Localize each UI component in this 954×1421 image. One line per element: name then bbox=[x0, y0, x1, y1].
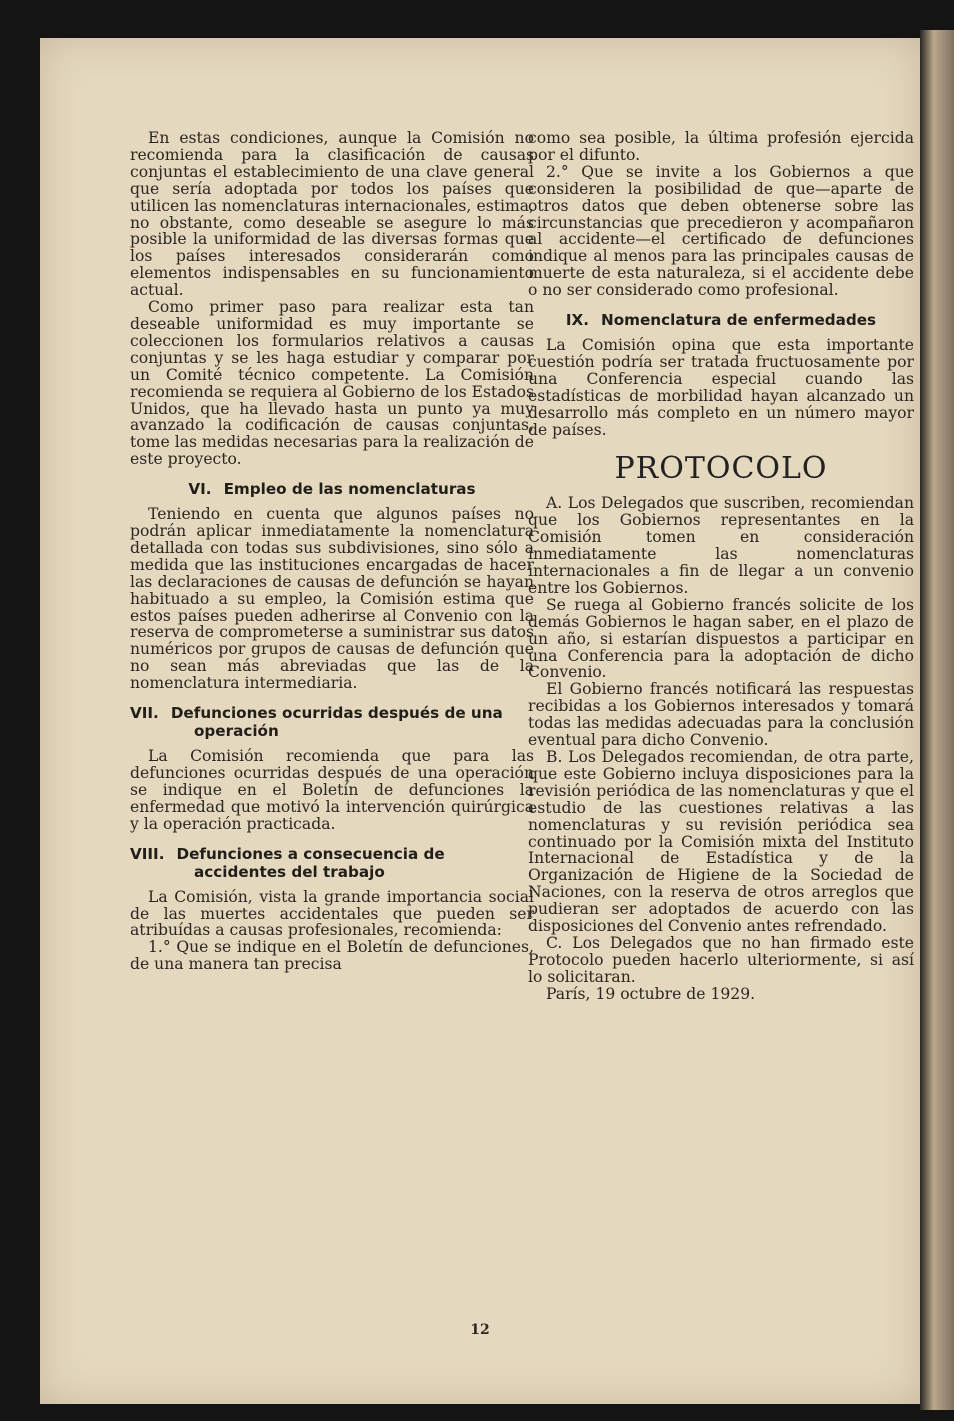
paragraph: El Gobierno francés notificará las respuestas recibidas a los Gobiernos interesados y tomará todas las medidas adecuadas para la conclusión eventual para dicho Convenio. bbox=[528, 680, 914, 750]
page-number: 12 bbox=[470, 1322, 490, 1338]
section-title: Nomenclatura de enfermedades bbox=[601, 311, 877, 330]
section-number: VIII. bbox=[130, 844, 165, 863]
paragraph: La Comisión, vista la grande importancia social de las muertes accidentales que pueden ser atribuídas a causas profesionales, recomienda: bbox=[130, 887, 534, 940]
section-number: VII. bbox=[130, 704, 159, 723]
section-heading-vi bbox=[130, 480, 534, 498]
paragraph: Se ruega al Gobierno francés solicite de los demás Gobiernos le hagan saber, en el plazo de un año, si estarían dispuestos a participar en una Conferencia para la adoptación de dicho Convenio. bbox=[528, 595, 914, 682]
section-number: VI. bbox=[188, 480, 212, 499]
protocol-title: PROTOCOLO bbox=[614, 450, 828, 486]
section-heading-viii bbox=[130, 845, 534, 881]
paragraph: En estas condiciones, aunque la Comisión no recomienda para la clasificación de causas conjuntas el establecimiento de una clave general que sería adoptada por todos los países que utilicen las nomenclaturas internacionales, estima, no obstante, como deseable se asegure lo más posible la uniformidad de las diversas formas que los países interesados considerarán como elementos indispensables en su funcionamiento actual. bbox=[130, 129, 534, 300]
section-title: Defunciones ocurridas después de una operación bbox=[170, 704, 503, 741]
paragraph: A. Los Delegados que suscriben, recomiendan que los Gobiernos representantes en la Comisión tomen en consideración inmediatamente las nomenclaturas internacionales a fin de llegar a un convenio entre los Gobiernos. bbox=[528, 494, 914, 597]
paragraph: B. Los Delegados recomiendan, de otra parte, que este Gobierno incluya disposiciones para la revisión periódica de las nomenclaturas y que el estudio de las cuestiones relativas a las nomenclaturas y su revisión periódica sea continuado por la Comisión mixta del Instituto Internacional de Estadística y de la Organización de Higiene de la Sociedad de Naciones, con la reserva de otros arreglos que pudieran ser adoptados de acuerdo con las disposiciones del Convenio antes refrendado. bbox=[528, 748, 914, 936]
section-heading-vii bbox=[130, 704, 534, 740]
section-title: Defunciones a consecuencia de accidentes del trabajo bbox=[176, 844, 445, 881]
paragraph: 1.° Que se indique en el Boletín de defunciones, de una manera tan precisa bbox=[130, 938, 534, 974]
paragraph: La Comisión opina que esta importante cuestión podría ser tratada fructuosamente por una Conferencia especial cuando las estadísticas de morbilidad hayan alcanzado un desarrollo más completo en un número mayor de países. bbox=[528, 336, 914, 439]
section-heading-ix bbox=[528, 311, 914, 329]
paragraph: C. Los Delegados que no han firmado este Protocolo pueden hacerlo ulteriormente, si así lo solicitaran. bbox=[528, 933, 914, 986]
right-column bbox=[528, 130, 914, 1003]
paragraph: Como primer paso para realizar esta tan deseable uniformidad es muy importante se coleccionen los formularios relativos a causas conjuntas y se les haga estudiar y comparar por un Comité técnico competente. La Comisión recomienda se requiera al Gobierno de los Estados Unidos, que ha llevado hasta un punto ya muy avanzado la codificación de causas conjuntas, tome las medidas necesarias para la realización de este proyecto. bbox=[130, 298, 534, 469]
adjacent-page-edge bbox=[920, 30, 954, 1410]
section-title: Empleo de las nomenclaturas bbox=[223, 480, 476, 499]
paragraph: La Comisión recomienda que para las defunciones ocurridas después de una operación se indique en el Boletín de defunciones la enfermedad que motivó la intervención quirúrgica y la operación practicada. bbox=[130, 747, 534, 833]
document-page bbox=[40, 38, 920, 1404]
paragraph: como sea posible, la última profesión ejercida por el difunto. bbox=[528, 129, 914, 164]
left-column bbox=[130, 130, 534, 973]
paragraph: 2.° Que se invite a los Gobiernos a que consideren la posibilidad de que—aparte de otros datos que deben obtenerse sobre las circunstancias que precedieron y acompañaron al accidente—el certificado de defunciones indique al menos para las principales causas de muerte de esta naturaleza, si el accidente debe o no ser considerado como profesional. bbox=[528, 162, 914, 300]
section-number: IX. bbox=[565, 311, 590, 330]
paragraph: Teniendo en cuenta que algunos países no podrán aplicar inmediatamente la nomenclatura detallada con todas sus subdivisiones, sino sólo a medida que las instituciones encargadas de hacer las declaraciones de causas de defunción se hayan habituado a su empleo, la Comisión estima que estos países pueden adherirse al Convenio con la reserva de comprometerse a suministrar sus datos numéricos por grupos de causas de defunción que no sean más abreviadas que las de la nomenclatura intermediaria. bbox=[130, 505, 534, 693]
date-line: París, 19 octubre de 1929. bbox=[546, 984, 756, 1003]
